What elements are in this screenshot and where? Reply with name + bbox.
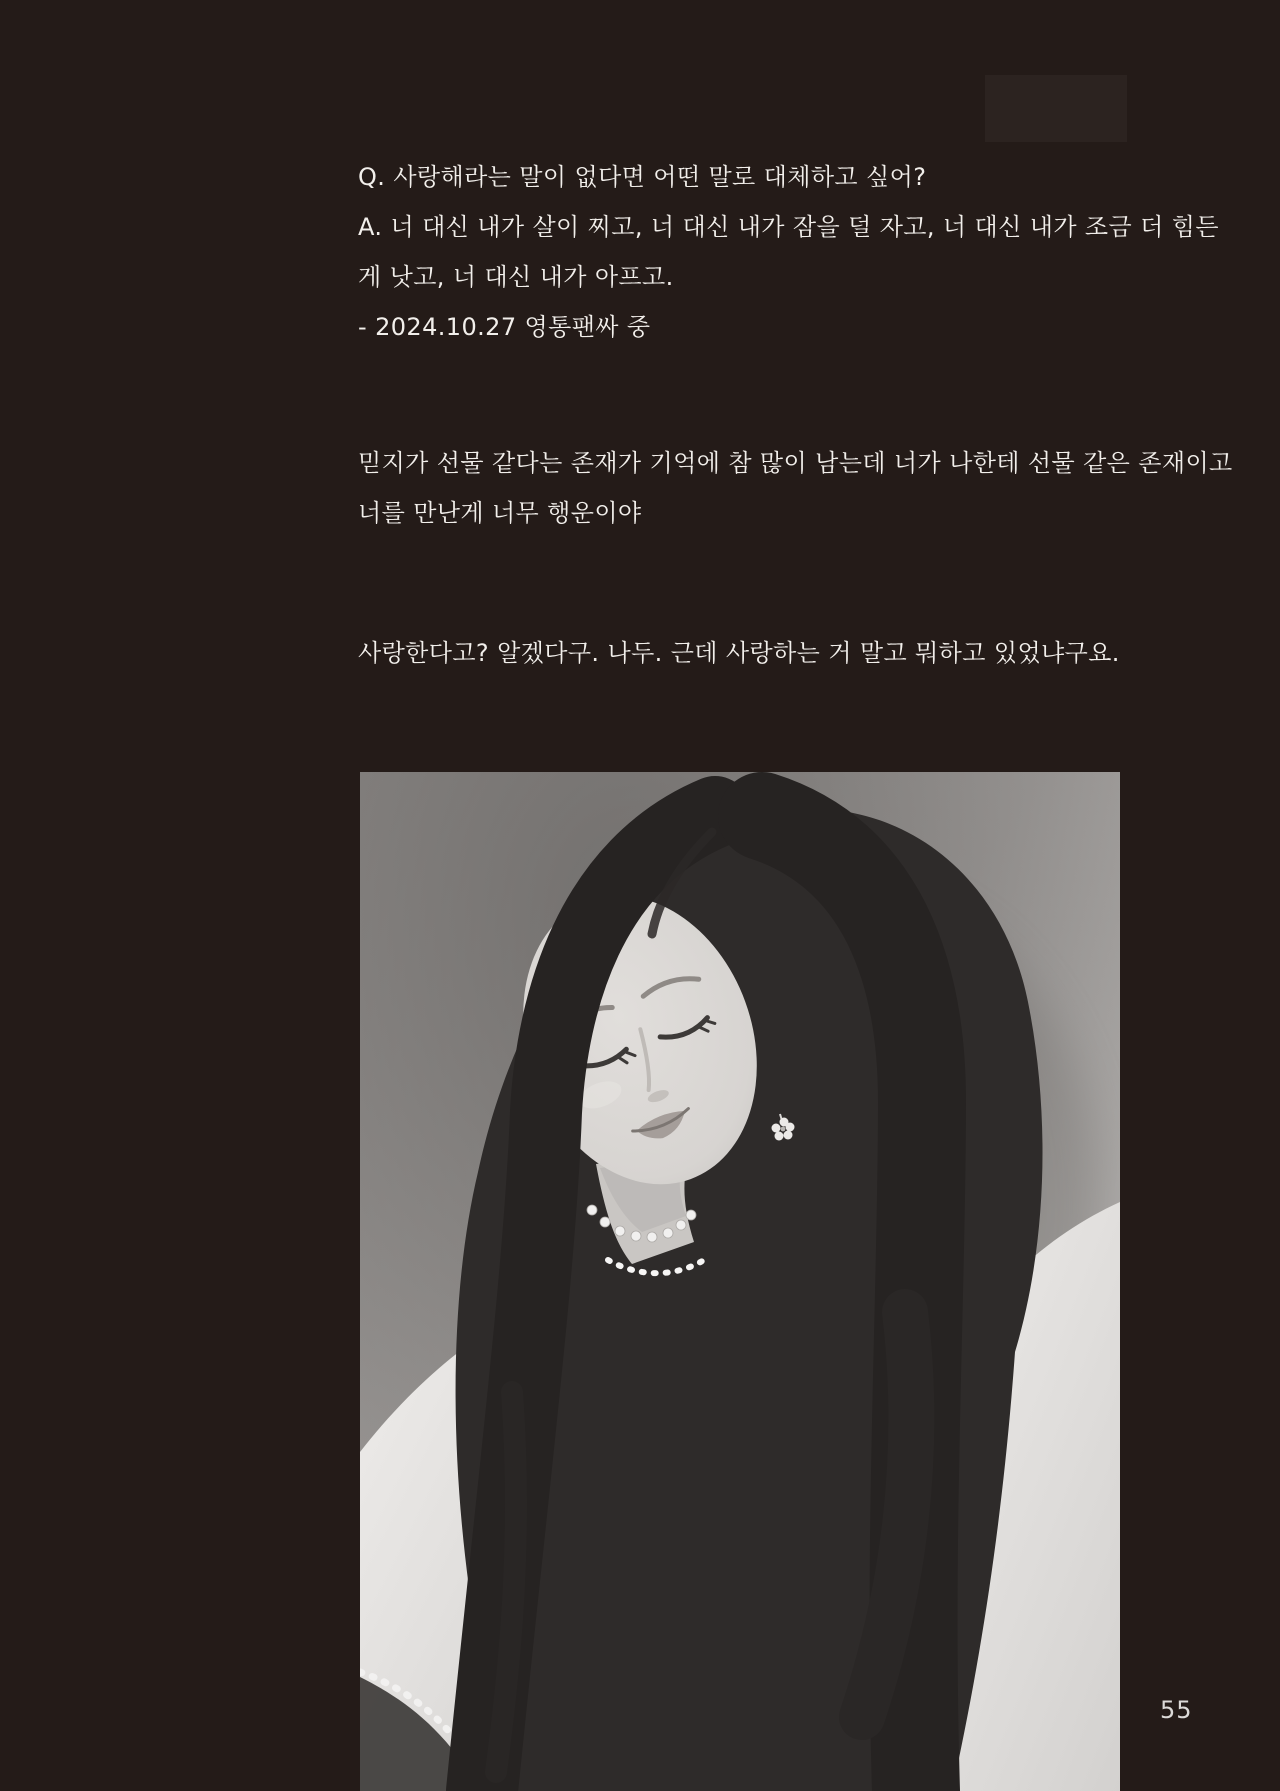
message-line-2: 너를 만난게 너무 행운이야 — [358, 499, 642, 527]
portrait-photo — [360, 772, 1120, 1791]
portrait-illustration — [360, 772, 1120, 1791]
quote-line: 사랑한다고? 알겠다구. 나두. 근데 사랑하는 거 말고 뭐하고 있었냐구요. — [358, 639, 1120, 667]
message-line-1: 믿지가 선물 같다는 존재가 기억에 참 많이 남는데 너가 나한테 선물 같은 존재이고 — [358, 449, 1233, 477]
background-patch — [985, 75, 1127, 142]
qa-block — [358, 152, 1219, 352]
message-block — [358, 438, 1233, 538]
qa-answer-line-1: A. 너 대신 내가 살이 찌고, 너 대신 내가 잠을 덜 자고, 너 대신 내가 조금 더 힘든 — [358, 213, 1219, 241]
page-number: 55 — [1160, 1696, 1193, 1724]
qa-question-line: Q. 사랑해라는 말이 없다면 어떤 말로 대체하고 싶어? — [358, 163, 927, 191]
qa-source-line: - 2024.10.27 영통팬싸 중 — [358, 313, 651, 341]
quote-block — [358, 628, 1120, 678]
qa-answer-line-2: 게 낫고, 너 대신 내가 아프고. — [358, 263, 674, 291]
